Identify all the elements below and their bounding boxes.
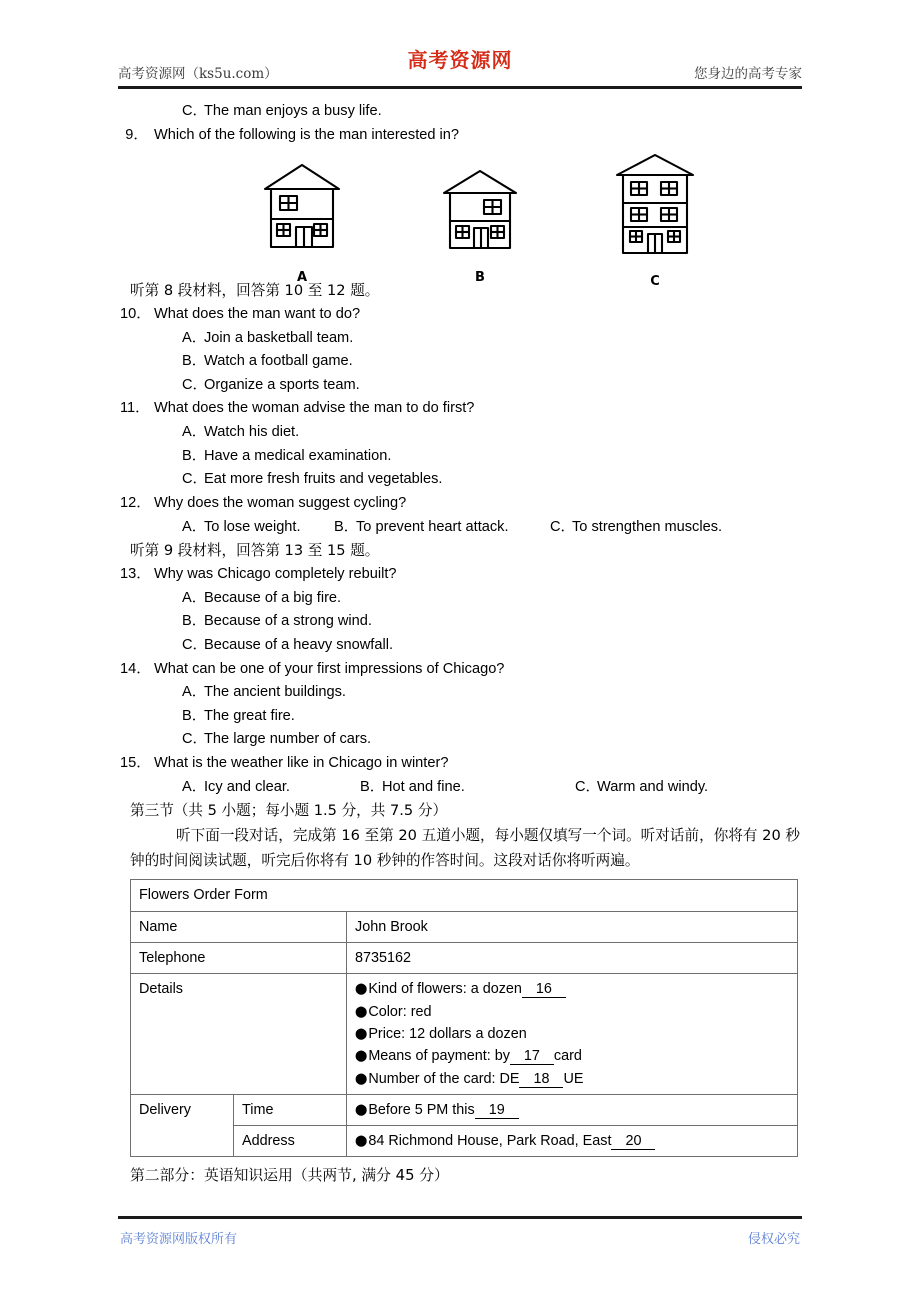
- detail-pre: Color: red: [368, 1003, 432, 1020]
- option-letter: B．: [182, 447, 207, 464]
- footer-rights: 侵权必究: [747, 1232, 800, 1247]
- option-text: Icy and clear.: [204, 778, 290, 795]
- option-text: Watch a football game.: [204, 353, 353, 370]
- question-15: [120, 752, 800, 776]
- option-letter: C．: [182, 636, 208, 653]
- answer-blank-19[interactable]: 19: [475, 1103, 519, 1119]
- option-letter: A．: [182, 778, 207, 795]
- option-letter: B．: [334, 518, 359, 535]
- question-text: What is the weather like in Chicago in winter?: [154, 755, 449, 772]
- two-storey-house-icon: [260, 157, 344, 257]
- row-label-telephone: Telephone: [131, 942, 347, 973]
- option-text: The ancient buildings.: [204, 684, 346, 701]
- house-label: A: [296, 269, 308, 285]
- question-text: Why does the woman suggest cycling?: [154, 495, 407, 512]
- form-title: Flowers Order Form: [131, 880, 798, 911]
- answer-blank-20[interactable]: 20: [611, 1134, 655, 1150]
- detail-pre: 84 Richmond House, Park Road, East: [368, 1133, 612, 1150]
- option-b: [334, 516, 550, 540]
- option-letter: A．: [182, 684, 207, 701]
- answer-blank-18[interactable]: 18: [519, 1072, 563, 1088]
- question-number: 13．: [120, 565, 151, 582]
- detail-pre: Number of the card: DE: [368, 1070, 520, 1087]
- option-letter: C．: [182, 376, 208, 393]
- detail-item: [355, 978, 789, 1000]
- option-row: [120, 634, 800, 658]
- question-text: What does the man want to do?: [154, 305, 361, 322]
- option-text: Organize a sports team.: [204, 376, 360, 393]
- row-sublabel-time: Time: [234, 1094, 347, 1125]
- row-value-details: [347, 974, 798, 1095]
- house-label: C: [650, 273, 660, 289]
- bullet-icon: ⬤: [355, 1135, 368, 1148]
- option-row: [120, 468, 800, 492]
- question-14: [120, 658, 800, 682]
- question-13: [120, 563, 800, 587]
- question-number: 9．: [125, 126, 148, 143]
- instruction-line-1: 听下面一段对话，完成第 16 至第 20 五道小题，每小题仅填写一个词。听对话前，你将: [176, 827, 743, 845]
- option-row: [120, 681, 800, 705]
- listening-cue-9: 听第 9 段材料，回答第 13 至 15 题。: [130, 542, 380, 560]
- option-c: [575, 776, 708, 800]
- option-c: [550, 516, 722, 540]
- house-option-a: [260, 157, 344, 288]
- listening-cue-8: 听第 8 段材料，回答第 10 至 12 题。: [130, 282, 380, 300]
- house-option-c: [613, 151, 697, 292]
- option-letter: C．: [182, 103, 208, 119]
- table-row-delivery-time: [131, 1094, 798, 1125]
- house-label: B: [475, 269, 485, 285]
- option-letter: B．: [182, 613, 207, 630]
- question-text: What does the woman advise the man to do first?: [154, 400, 475, 417]
- three-storey-house-icon: [613, 151, 697, 261]
- option-text: The large number of cars.: [204, 731, 372, 748]
- option-letter: A．: [182, 424, 207, 441]
- row-value-address: [347, 1126, 798, 1157]
- question-text: What can be one of your first impressions of Chicago?: [154, 660, 505, 677]
- header-logo: 高考资源网: [407, 48, 513, 72]
- answer-blank-16[interactable]: 16: [522, 982, 566, 998]
- option-text: Join a basketball team.: [204, 329, 354, 346]
- detail-pre: Kind of flowers: a dozen: [368, 981, 522, 998]
- option-text: Warm and windy.: [597, 778, 709, 795]
- bullet-icon: ⬤: [355, 1005, 368, 1018]
- option-text: The man enjoys a busy life.: [204, 103, 382, 119]
- option-letter: A．: [182, 518, 207, 535]
- option-letter: C．: [550, 518, 576, 535]
- option-letter: A．: [182, 589, 207, 606]
- option-text: To strengthen muscles.: [572, 518, 723, 535]
- option-row: [120, 100, 800, 124]
- option-text: To lose weight.: [204, 518, 301, 535]
- question-number: 12．: [120, 495, 151, 512]
- option-row: [120, 445, 800, 469]
- option-letter: C．: [182, 471, 208, 488]
- detail-pre: Price: 12 dollars a dozen: [368, 1025, 527, 1042]
- option-row: [120, 350, 800, 374]
- option-text: Because of a heavy snowfall.: [204, 636, 394, 653]
- detail-item: [355, 1068, 789, 1090]
- option-row: [120, 610, 800, 634]
- detail-item: [355, 1001, 789, 1023]
- option-letter: A．: [182, 329, 207, 346]
- house-option-b: [440, 163, 520, 288]
- question-10: [120, 303, 800, 327]
- option-text: Hot and fine.: [382, 778, 465, 795]
- detail-item: [355, 1045, 789, 1067]
- detail-post: UE: [563, 1070, 584, 1087]
- page-content: [120, 88, 800, 1188]
- table-row-title: [131, 880, 798, 911]
- row-label-delivery: Delivery: [131, 1094, 234, 1157]
- option-row-inline: [120, 516, 800, 540]
- detail-pre: Means of payment: by: [368, 1048, 510, 1065]
- option-letter: B．: [360, 778, 385, 795]
- instruction-line-2: 有 20 秒钟的时间阅读试题，听完后你将有 10 秒钟的作答时间。这段对话你将听两遍。: [130, 827, 800, 870]
- page-footer: [120, 1216, 800, 1252]
- option-letter: C．: [575, 778, 601, 795]
- header-slogan: 您身边的高考专家: [694, 66, 802, 82]
- two-storey-house-icon: [440, 163, 520, 257]
- footer-divider: [118, 1216, 802, 1219]
- question-text: Which of the following is the man interested in?: [154, 126, 460, 143]
- table-row: [131, 942, 798, 973]
- option-text: Have a medical examination.: [204, 447, 392, 464]
- option-letter: B．: [182, 707, 207, 724]
- question-9: [120, 124, 800, 148]
- flowers-order-form: [130, 879, 798, 1157]
- bullet-icon: ⬤: [355, 983, 368, 996]
- row-label-name: Name: [131, 911, 347, 942]
- option-row: [120, 587, 800, 611]
- row-value-time: [347, 1094, 798, 1125]
- question-11: [120, 397, 800, 421]
- option-row: [120, 421, 800, 445]
- option-letter: C．: [182, 731, 208, 748]
- row-value-telephone: 8735162: [347, 942, 798, 973]
- option-letter: B．: [182, 353, 207, 370]
- bullet-icon: ⬤: [355, 1027, 368, 1040]
- question-text: Why was Chicago completely rebuilt?: [154, 565, 397, 582]
- footer-copyright: 高考资源网版权所有: [120, 1232, 238, 1247]
- table-row: [131, 911, 798, 942]
- detail-item: [355, 1130, 789, 1152]
- section-3-heading: 第三节（共 5 小题；每小题 1.5 分，共 7.5 分）: [130, 802, 448, 820]
- question-number: 15．: [120, 755, 151, 772]
- option-row: [120, 374, 800, 398]
- option-b: [360, 776, 575, 800]
- table-row-details: [131, 974, 798, 1095]
- bullet-icon: ⬤: [355, 1050, 368, 1063]
- header-site-name: 高考资源网（ks5u.com）: [118, 66, 278, 82]
- answer-blank-17[interactable]: 17: [510, 1049, 554, 1065]
- house-figure-group: [120, 151, 800, 289]
- option-text: Because of a strong wind.: [204, 613, 372, 630]
- option-text: Eat more fresh fruits and vegetables.: [204, 471, 443, 488]
- option-a: [182, 776, 360, 800]
- question-number: 14．: [120, 660, 151, 677]
- option-text: To prevent heart attack.: [356, 518, 509, 535]
- option-row: [120, 728, 800, 752]
- option-a: [182, 516, 334, 540]
- option-row: [120, 327, 800, 351]
- detail-item: [355, 1023, 789, 1045]
- row-label-details: Details: [131, 974, 347, 1095]
- option-row-inline: [120, 776, 800, 800]
- option-text: Watch his diet.: [204, 424, 300, 441]
- option-text: The great fire.: [204, 707, 295, 724]
- page-header: [110, 0, 810, 88]
- question-number: 10．: [120, 305, 151, 322]
- question-number: 11．: [120, 400, 150, 417]
- bullet-icon: ⬤: [355, 1072, 368, 1085]
- detail-post: card: [553, 1048, 582, 1065]
- detail-item: [355, 1099, 789, 1121]
- row-value-name: John Brook: [347, 911, 798, 942]
- question-12: [120, 492, 800, 516]
- bullet-icon: ⬤: [355, 1103, 368, 1116]
- option-text: Because of a big fire.: [204, 589, 342, 606]
- option-row: [120, 705, 800, 729]
- detail-pre: Before 5 PM this: [368, 1101, 475, 1118]
- part-2-heading: 第二部分：英语知识运用（共两节, 满分 45 分）: [130, 1167, 449, 1185]
- row-sublabel-address: Address: [234, 1126, 347, 1157]
- header-divider: [118, 86, 802, 89]
- section-3-instructions: [120, 823, 800, 873]
